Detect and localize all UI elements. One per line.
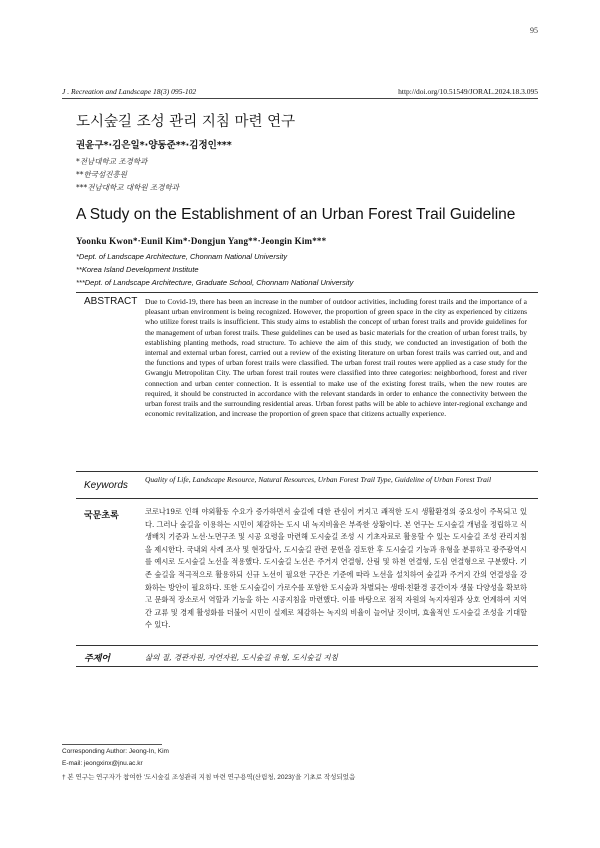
doi-link[interactable]: http://doi.org/10.51549/JORAL.2024.18.3.095 (398, 87, 538, 96)
abstract-label: ABSTRACT (84, 296, 138, 307)
english-title: A Study on the Establishment of an Urban Forest Trail Guideline (76, 206, 516, 223)
english-authors: Yoonku Kwon*·Eunil Kim*·Dongjun Yang**·Jeongin Kim*** (76, 236, 327, 246)
english-affiliation-2: **Korea Island Development Institute (76, 265, 199, 274)
korean-abstract-label: 국문초록 (84, 511, 119, 521)
korean-keywords-bottom-divider (76, 666, 538, 667)
english-affiliation-3: ***Dept. of Landscape Architecture, Graduate School, Chonnam National University (76, 278, 354, 287)
korean-keywords-top-divider (76, 645, 538, 646)
korean-keywords-text: 삶의 질, 경관자원, 자연자원, 도시숲길 유형, 도시숲길 지침 (145, 653, 338, 662)
journal-citation: J . Recreation and Landscape 18(3) 095-102 (62, 87, 197, 96)
abstract-top-divider (76, 292, 538, 293)
korean-abstract-text: 코로나19로 인해 야외활동 수요가 증가하면서 숲길에 대한 관심이 커지고 쾌적한 도시 생활환경의 중요성이 주목되고 있다. 그러나 숲길을 이용하는 시민이 체감하는 도시 내 녹지비율은 부족한 상황이다. 본 연구는 도시숲길 개념을 정립하고 식생배치 기준과 노선·노면구조 및 시공 요령을 마련해 도시숲길 조성 시 기초자료로 활용할 수 있는 도시숲길 조성 관리지침을 제시한다. 국내외 사례 조사 및 현장답사, 도시숲길 관련 문헌을 검토한 후 도시숲길 기능과 유형을 분류하고 광주광역시를 예시로 도시숲길 노선을 적용했다. 도시숲길 노선은 주거지 연결형, 산림 및 하천 연결형, 도심 연결형으로 구분했다. 기존 숲길을 적극적으로 활용하되 신규 노선이 필요한 구간은 기준에 따라 노선을 설치하여 숲길과 주거지 간의 연결성을 강화하는 방안이 필요하다. 또한 도시숲길이 가로수를 포함한 도시숲과 차별되는 생태·친환경 공간이자 생물 다양성을 확보하고 문화적 장소로서 역할과 기능을 하는 시공지침을 마련했다. 이를 바탕으로 점적 자원의 녹지자원과 상호 연계하여 지역간 교류 및 경제 활성화를 더불어 시민이 실제로 체감하는 녹지의 비율이 늘어날 것이며, 효율적인 도시숲길 조성을 기대할 수 있다. (145, 507, 527, 630)
korean-title: 도시숲길 조성 관리 지침 마련 연구 (76, 114, 296, 130)
header-divider (62, 98, 538, 99)
korean-affiliation-2: **한국섬진흥원 (76, 170, 127, 179)
footnote-divider (62, 744, 162, 745)
keywords-top-divider (76, 471, 538, 472)
funding-note: † 본 연구는 연구자가 참여한 '도시숲길 조성관리 지침 마련 연구용역(산림청, 2023)'을 기초로 작성되었음 (62, 774, 356, 781)
keywords-text: Quality of Life, Landscape Resource, Natural Resources, Urban Forest Trail Type, Guideline of Urban Forest Trail (145, 475, 492, 484)
korean-keywords-label: 주제어 (84, 654, 111, 664)
abstract-text: Due to Covid-19, there has been an increase in the number of outdoor activities, including forest trails and the importance of a pleasant urban environment is being recognized. However, the proportion of green space in the city as experienced by citizens who utilize forest trails is insufficient. This study aims to establish the concept of urban forest trails and provide guidelines for the management of urban forest trails. These guidelines can be used as basic materials for the creation of urban forest trails, by establishing planting methods, road structure. To achieve the aim of this study, we conducted an investigation of both the internal and external urban forest, carried out a review of the existing literature on urban forest trails was carried out, and and the functions and types of urban forest trails were classified. The urban forest trail routes were applied as a case study for the Gwangju Metropolitan City. The urban forest trail routes were classified into three categories: neighborhood, forest and river connection and urban center connection. It is essential to make use of the existing forest trails, when the new routes are required, it should be constructed in accordance with the relevant standards in order to enhance the connectivity between the urban forest trails and the surrounding residential areas. Urban forest paths will be able to achieve inter-regional exchange and economic revitalization, and increase the proportion of green space that citizens actually experience. (145, 297, 527, 419)
keywords-bottom-divider (76, 498, 538, 499)
page-number: 95 (530, 26, 538, 35)
keywords-label: Keywords (84, 480, 128, 491)
korean-affiliation-1: *전남대학교 조경학과 (76, 157, 148, 166)
corresponding-author: Corresponding Author: Jeong-In, Kim (62, 748, 169, 755)
korean-authors: 권윤구*·김은일*·양동준**·김정인*** (76, 140, 232, 151)
english-affiliation-1: *Dept. of Landscape Architecture, Chonnam National University (76, 252, 288, 261)
author-email[interactable]: E-mail: jeongxinx@jnu.ac.kr (62, 760, 143, 767)
korean-affiliation-3: ***전남대학교 대학원 조경학과 (76, 183, 179, 192)
